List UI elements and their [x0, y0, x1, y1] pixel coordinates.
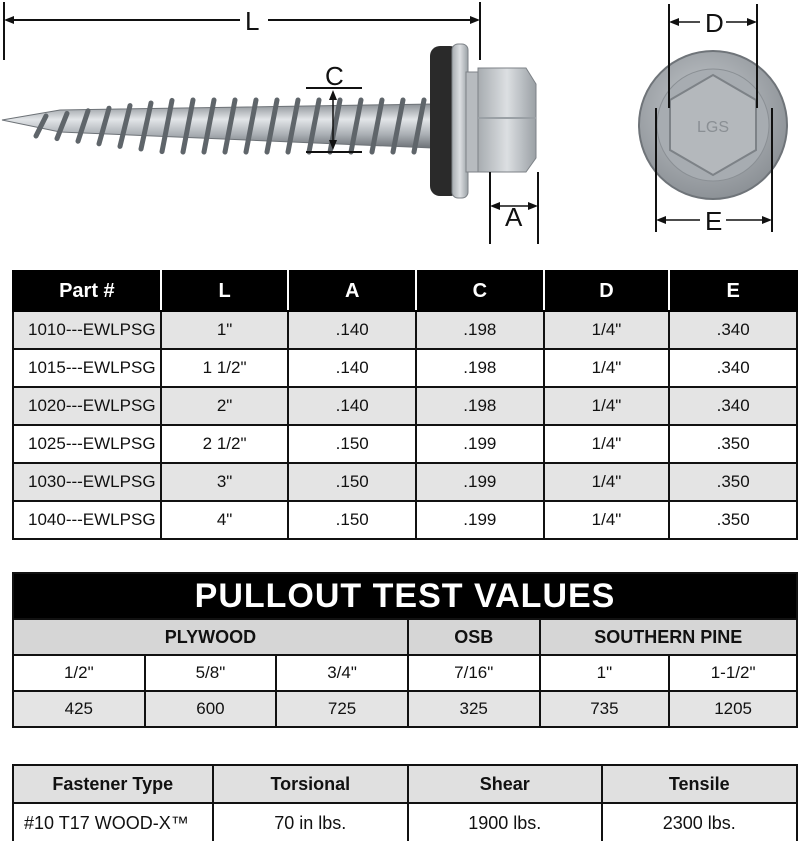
- header-part: Part #: [13, 271, 161, 311]
- cell-d: 1/4": [544, 349, 670, 387]
- screw-diagram: [0, 0, 800, 262]
- cell-l: 1 1/2": [161, 349, 289, 387]
- group-osb: OSB: [408, 619, 540, 655]
- shear-cell: 1900 lbs.: [408, 803, 601, 841]
- thickness-cell: 1": [540, 655, 670, 691]
- header-l: L: [161, 271, 289, 311]
- parts-table: [12, 270, 798, 540]
- cell-l: 2 1/2": [161, 425, 289, 463]
- thickness-row: [13, 655, 797, 691]
- cell-part: 1025---EWLPSG: [13, 425, 161, 463]
- thread-label: C: [325, 61, 344, 91]
- cell-e: .340: [669, 311, 797, 349]
- screw-top-view: [639, 51, 787, 199]
- header-fastener-type: Fastener Type: [13, 765, 213, 803]
- cell-e: .350: [669, 501, 797, 539]
- head-label: A: [505, 202, 523, 232]
- thickness-cell: 1/2": [13, 655, 145, 691]
- cell-d: 1/4": [544, 501, 670, 539]
- header-shear: Shear: [408, 765, 601, 803]
- table-row: [13, 349, 797, 387]
- cell-c: .199: [416, 501, 544, 539]
- cell-d: 1/4": [544, 311, 670, 349]
- header-tensile: Tensile: [602, 765, 798, 803]
- cell-a: .150: [288, 463, 416, 501]
- cell-l: 3": [161, 463, 289, 501]
- cell-a: .140: [288, 349, 416, 387]
- screw-side-view: [2, 44, 536, 198]
- cell-c: .198: [416, 387, 544, 425]
- thickness-cell: 7/16": [408, 655, 540, 691]
- length-dimension: [4, 2, 480, 60]
- table-row: [13, 425, 797, 463]
- fastener-row: [13, 803, 797, 841]
- pullout-title: PULLOUT TEST VALUES: [13, 573, 797, 619]
- length-label: L: [245, 6, 260, 36]
- pullout-value: 425: [13, 691, 145, 727]
- cell-a: .150: [288, 501, 416, 539]
- cell-a: .140: [288, 311, 416, 349]
- group-southern-pine: SOUTHERN PINE: [540, 619, 797, 655]
- cell-part: 1030---EWLPSG: [13, 463, 161, 501]
- fastener-type-cell: #10 T17 WOOD-X™: [13, 803, 213, 841]
- header-d: D: [544, 271, 670, 311]
- table-row: [13, 387, 797, 425]
- pullout-value: 325: [408, 691, 540, 727]
- pullout-value: 735: [540, 691, 670, 727]
- head-dimension: [490, 172, 538, 244]
- pullout-table: [12, 572, 798, 728]
- washer-label: E: [705, 206, 723, 236]
- header-torsional: Torsional: [213, 765, 409, 803]
- cell-l: 2": [161, 387, 289, 425]
- head-mark: LGS: [696, 119, 730, 136]
- table-row: [13, 463, 797, 501]
- pullout-value: 1205: [669, 691, 797, 727]
- cell-e: .350: [669, 425, 797, 463]
- header-a: A: [288, 271, 416, 311]
- cell-a: .140: [288, 387, 416, 425]
- cell-e: .350: [669, 463, 797, 501]
- cell-a: .150: [288, 425, 416, 463]
- header-c: C: [416, 271, 544, 311]
- torsional-cell: 70 in lbs.: [213, 803, 409, 841]
- cell-c: .198: [416, 349, 544, 387]
- cell-l: 1": [161, 311, 289, 349]
- table-row: [13, 501, 797, 539]
- cell-part: 1010---EWLPSG: [13, 311, 161, 349]
- pullout-values-row: [13, 691, 797, 727]
- cell-part: 1020---EWLPSG: [13, 387, 161, 425]
- parts-header-row: [13, 271, 797, 311]
- cell-part: 1015---EWLPSG: [13, 349, 161, 387]
- cell-c: .199: [416, 463, 544, 501]
- cell-d: 1/4": [544, 463, 670, 501]
- cell-l: 4": [161, 501, 289, 539]
- cell-e: .340: [669, 349, 797, 387]
- cell-c: .199: [416, 425, 544, 463]
- table-row: [13, 311, 797, 349]
- tensile-cell: 2300 lbs.: [602, 803, 798, 841]
- cell-e: .340: [669, 387, 797, 425]
- cell-part: 1040---EWLPSG: [13, 501, 161, 539]
- fastener-header-row: [13, 765, 797, 803]
- thickness-cell: 5/8": [145, 655, 277, 691]
- group-plywood: PLYWOOD: [13, 619, 408, 655]
- cell-d: 1/4": [544, 425, 670, 463]
- cell-c: .198: [416, 311, 544, 349]
- header-e: E: [669, 271, 797, 311]
- pullout-value: 600: [145, 691, 277, 727]
- cell-d: 1/4": [544, 387, 670, 425]
- pullout-value: 725: [276, 691, 408, 727]
- thickness-cell: 3/4": [276, 655, 408, 691]
- hex-label: D: [705, 8, 724, 38]
- fastener-table: [12, 764, 798, 841]
- thickness-cell: 1-1/2": [669, 655, 797, 691]
